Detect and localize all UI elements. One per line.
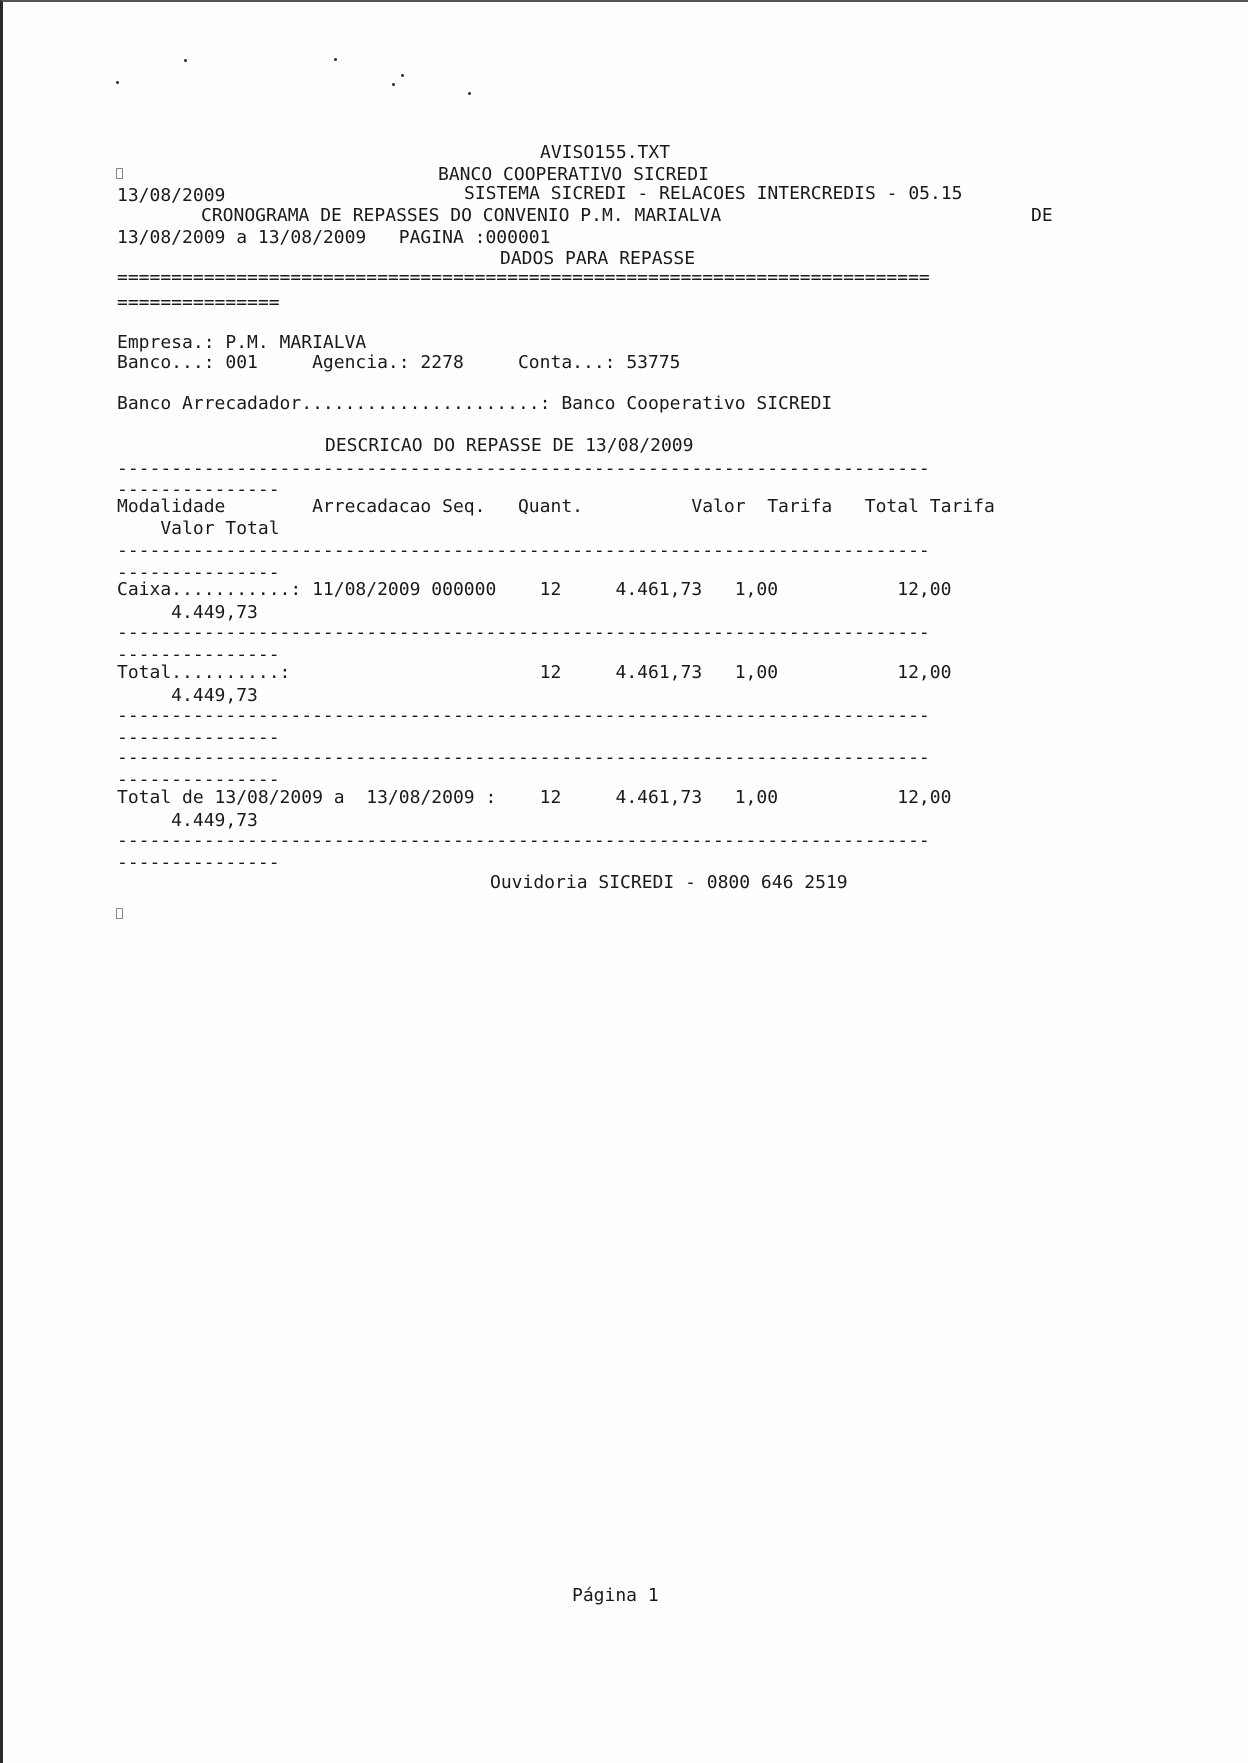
page-footer: Página 1: [572, 1585, 659, 1606]
separator-line: ---------------: [117, 727, 280, 748]
descricao-title: DESCRICAO DO REPASSE DE 13/08/2009: [325, 435, 694, 456]
scan-speck: [116, 81, 119, 84]
section-title: DADOS PARA REPASSE: [500, 248, 696, 269]
separator-line: ---------------: [117, 562, 280, 583]
table-row-total-value: 4.449,73: [117, 685, 258, 706]
table-row-caixa: Caixa...........: 11/08/2009 000000 12 4.461,73 1,00 12,00: [117, 579, 952, 600]
placeholder-glyph-icon: [116, 168, 123, 179]
file-name: AVISO155.TXT: [540, 142, 671, 163]
separator-line: ---------------------------------------------------------------------------: [117, 622, 930, 643]
period-page-line: 13/08/2009 a 13/08/2009 PAGINA :000001: [117, 227, 551, 248]
separator-line: ---------------------------------------------------------------------------: [117, 540, 930, 561]
separator-line: ---------------: [117, 644, 280, 665]
title-suffix: DE: [1031, 205, 1053, 226]
print-date: 13/08/2009: [117, 185, 226, 206]
scan-speck: [184, 59, 187, 62]
separator-line: ---------------------------------------------------------------------------: [117, 705, 930, 726]
scan-speck: [392, 83, 395, 86]
table-row-period-total-value: 4.449,73: [117, 810, 258, 831]
separator-line: ---------------: [117, 479, 280, 500]
scan-speck: [468, 92, 471, 95]
separator-line: ---------------: [117, 769, 280, 790]
placeholder-glyph-icon: [116, 908, 123, 919]
table-row-period-total: Total de 13/08/2009 a 13/08/2009 : 12 4.461,73 1,00 12,00: [117, 787, 952, 808]
scan-speck: [401, 74, 404, 77]
ouvidoria-line: Ouvidoria SICREDI - 0800 646 2519: [490, 872, 848, 893]
system-line: SISTEMA SICREDI - RELACOES INTERCREDIS - 05.15: [464, 183, 963, 204]
separator-line: ---------------: [117, 852, 280, 873]
table-row-caixa-total: 4.449,73: [117, 602, 258, 623]
separator-line: ===========================================================================: [117, 267, 930, 288]
separator-line: ===============: [117, 292, 280, 313]
separator-line: ---------------------------------------------------------------------------: [117, 458, 930, 479]
table-header: Modalidade Arrecadacao Seq. Quant. Valor Tarifa Total Tarifa: [117, 496, 995, 517]
bank-name: BANCO COOPERATIVO SICREDI: [438, 164, 709, 185]
empresa-line: Empresa.: P.M. MARIALVA: [117, 332, 367, 353]
arrecadador-line: Banco Arrecadador......................: Banco Cooperativo SICREDI: [117, 393, 833, 414]
table-header-continued: Valor Total: [117, 518, 280, 539]
separator-line: ---------------------------------------------------------------------------: [117, 830, 930, 851]
table-row-total: Total..........: 12 4.461,73 1,00 12,00: [117, 662, 952, 683]
banco-line: Banco...: 001 Agencia.: 2278 Conta...: 53775: [117, 352, 681, 373]
scan-speck: [334, 58, 337, 61]
report-title: CRONOGRAMA DE REPASSES DO CONVENIO P.M. MARIALVA: [201, 205, 722, 226]
separator-line: ---------------------------------------------------------------------------: [117, 747, 930, 768]
